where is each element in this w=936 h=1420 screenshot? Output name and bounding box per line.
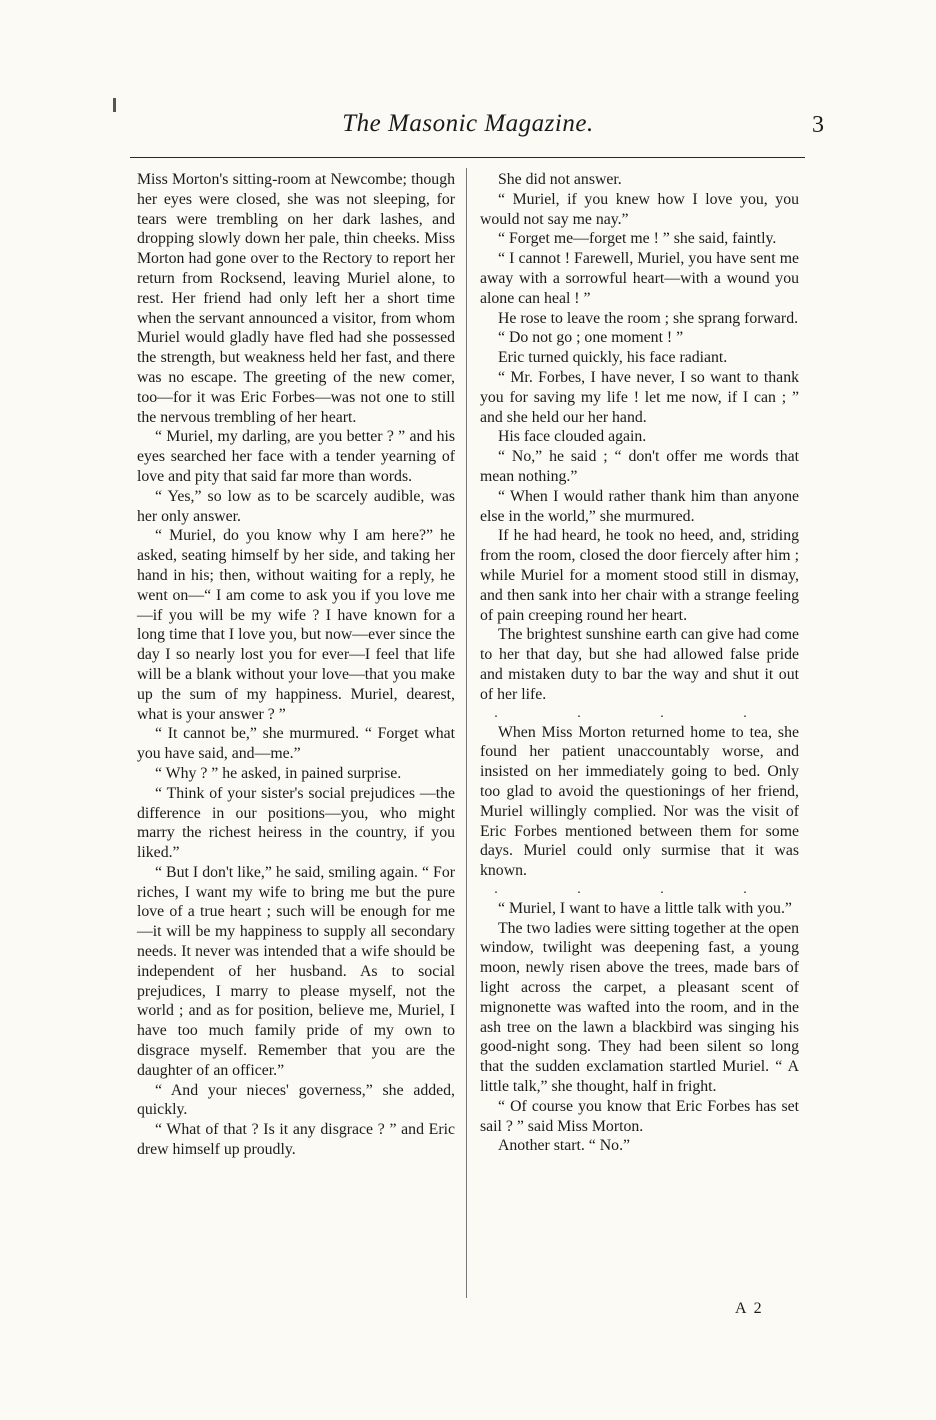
header-rule	[130, 157, 805, 158]
paragraph: “ No,” he said ; “ don't offer me words that mean nothing.”	[480, 448, 799, 485]
paragraph: “ Muriel, my darling, are you better ? ” and his eyes searched her face with a tender yearning of love and pity that said far more than words.	[137, 428, 455, 485]
paragraph: “ When I would rather thank him than anyone else in the world,” she murmured.	[480, 487, 799, 525]
paragraph: Eric turned quickly, his face radiant.	[498, 349, 728, 367]
paragraph: “ Muriel, I want to have a little talk with you.”	[498, 899, 792, 917]
paragraph: The brightest sunshine earth can give had come to her that day, but she had allowed false pride and mistaken duty to bar the way and shut it out of her life.	[480, 626, 799, 703]
paragraph: “ Think of your sister's social prejudices —the difference in our positions—you, who might marry the richest heiress in the country, if you liked.”	[137, 784, 455, 862]
left-column	[137, 170, 455, 1160]
page-header	[0, 110, 936, 144]
paragraph: “ What of that ? Is it any disgrace ? ” and Eric drew himself up proudly.	[137, 1121, 455, 1159]
signature-mark: A 2	[735, 1300, 764, 1317]
paragraph: “ Mr. Forbes, I have never, I so want to thank you for saving my life ! let me now, if I can ; ” and she held our her hand.	[480, 368, 799, 426]
paragraph: When Miss Morton returned home to tea, she found her patient unaccountably worse, and insisted on her immediately going to bed. Only too glad to avoid the questionings of her friend, Muriel willingly complied. Nor was the visit of Eric Forbes mentioned between them for some days. Muriel could only surmise that it was known.	[480, 723, 799, 880]
paragraph: “ Of course you know that Eric Forbes has set sail ? ” said Miss Morton.	[480, 1097, 799, 1135]
paragraph: “ I cannot ! Farewell, Muriel, you have sent me away with a sorrowful heart—with a wound you alone can heal ! ”	[480, 250, 799, 307]
paragraph: “ But I don't like,” he said, smiling again. “ For riches, I want my wife to bring me but the pure love of a true heart ; such will be enough for me—it will be my happiness to supply all secondary needs. It never was intended that a wife should be independent of her husband. As to social prejudices, I marry to please myself, not the world ; and as for position, believe me, Muriel, I have too much family pride of my own to disgrace myself. Remember that you are the daughter of an officer.”	[137, 863, 455, 1079]
paragraph: “ Muriel, if you knew how I love you, you would not say me nay.”	[480, 190, 799, 228]
paragraph: “ Do not go ; one moment ! ”	[498, 329, 684, 347]
paragraph: If he had heard, he took no heed, and, striding from the room, closed the door fiercely after him ; while Muriel for a moment stood still in dismay, and then sank into her chair with a strange feeling of pain creeping round her heart.	[480, 527, 799, 624]
right-column	[480, 170, 799, 1156]
running-title: The Masonic Magazine.	[342, 110, 594, 137]
paragraph: “ And your nieces' governess,” she added, quickly.	[137, 1081, 455, 1119]
paragraph: She did not answer.	[498, 171, 622, 188]
paragraph: “ Why ? ” he asked, in pained surprise.	[155, 764, 402, 782]
paragraph: Another start. “ No.”	[498, 1137, 631, 1155]
paragraph: “ Yes,” so low as to be scarcely audible, was her only answer.	[137, 487, 455, 525]
section-break: . . . .	[494, 705, 785, 721]
paragraph: “ Forget me—forget me ! ” she said, faintly.	[498, 230, 777, 248]
paragraph: He rose to leave the room ; she sprang forward.	[498, 309, 799, 327]
paragraph: His face clouded again.	[498, 428, 647, 446]
paragraph: “ It cannot be,” she murmured. “ Forget what you have said, and—me.”	[137, 725, 455, 763]
column-divider	[466, 168, 467, 1298]
paragraph: Miss Morton's sitting-room at Newcombe; though her eyes were closed, she was not sleeping, for tears were trembling on her dark lashes, and dropping slowly down her pale, thin cheeks. Miss Morton had gone over to the Rectory to report her return from Rocksend, leaving Muriel alone, to rest. Her friend had only left her a short time when the servant announced a visitor, from whom Muriel would gladly have fled had she possessed the strength, but weakness held her fast, and there was no escape. The greeting of the new comer, too—for it was Eric Forbes—was not one to still the nervous trembling of her heart.	[137, 171, 455, 426]
paragraph: The two ladies were sitting together at the open window, twilight was deepening fast, a young moon, newly risen above the trees, made bars of light across the carpet, a pleasant scent of mignonette was wafted into the room, and in the ash tree on the lawn a blackbird was singing his good-night song. They had been silent so long that the sudden exclamation startled Muriel. “ A little talk,” she thought, half in fright.	[480, 919, 799, 1096]
paragraph: “ Muriel, do you know why I am here?” he asked, seating himself by her side, and taking her hand in his; then, without waiting for a reply, he went on—“ I am come to ask you if you love me—if you will be my wife ? I have known for a long time that I love you, but now—ever since the day I so nearly lost you for ever—I feel that life will be a blank without your love—that you make up the sum of my happiness. Muriel, dearest, what is your answer ? ”	[137, 527, 455, 723]
section-break: . . . .	[494, 881, 785, 897]
page-number: 3	[812, 112, 824, 138]
